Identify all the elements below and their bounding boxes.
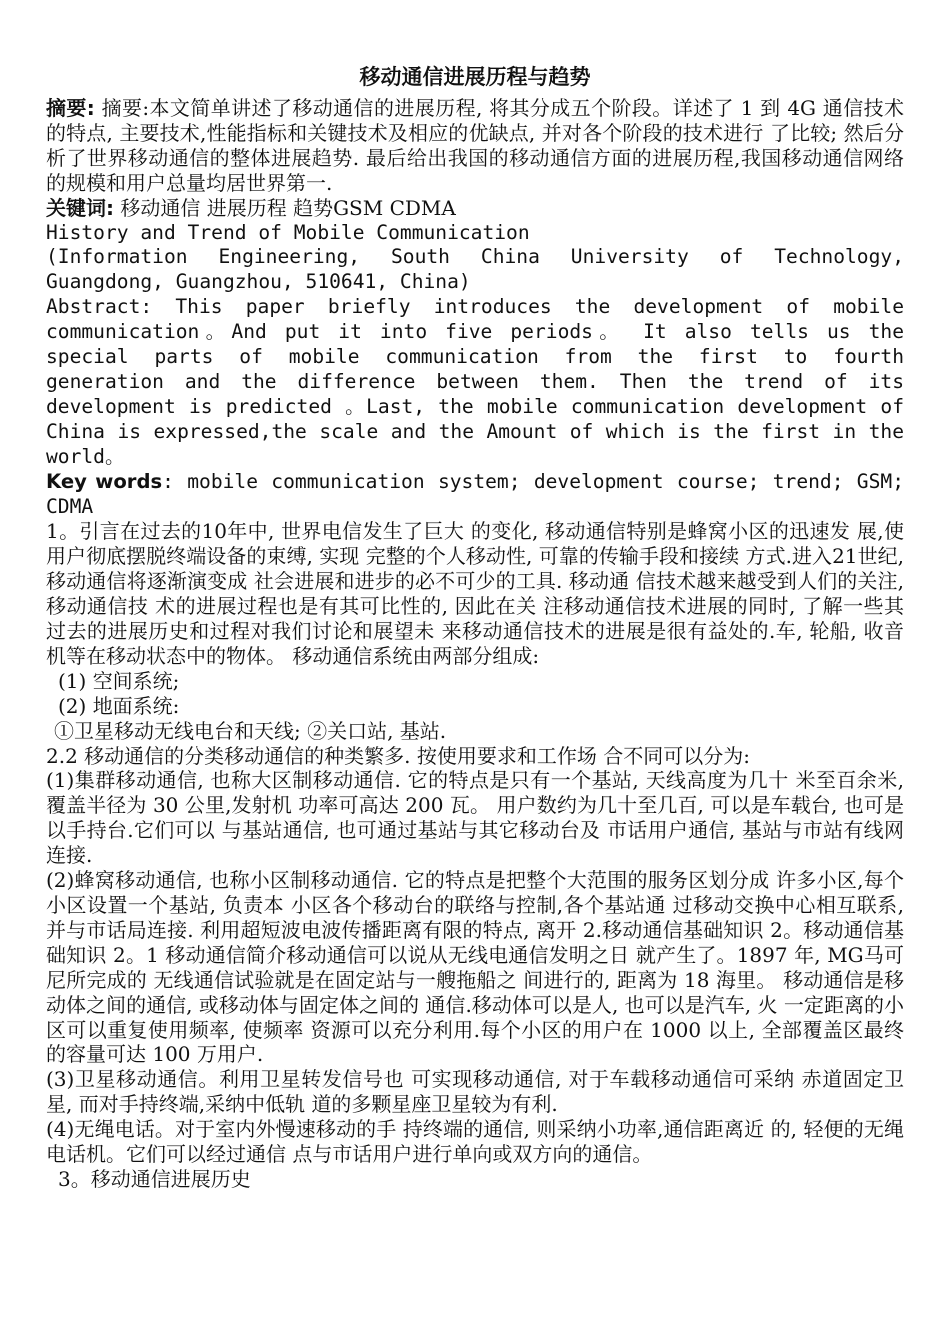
keywords-cn (46, 196, 904, 221)
english-abstract: Abstract: This paper briefly introduces the development of mobile communication。And put it into five periods。 It also tells us the special parts of mobile communication from the first to fourth generation and the difference between them. Then the trend of its development is predicted 。Last, the mobile communication development of China is expressed,the scale and the Amount of which is the first in the world。 (46, 295, 904, 468)
list-item-satellite-station: ①卫星移动无线电台和天线; ②关口站, 基站. (54, 718, 447, 743)
english-keywords-label: Key words (46, 469, 163, 493)
paragraph-trunked-mobile: (1)集群移动通信, 也称大区制移动通信. 它的特点是只有一个基站, 天线高度为几十 米至百余米, 覆盖半径为 30 公里,发射机 功率可高达 200 瓦。 用户数约为几十至几百, 可以是车载台, 也可是以手持台.它们可以 与基站通信, 也可通过基站与其它移动台及 市话用户通信, 基站与市站有线网连接. (46, 768, 904, 868)
section-3-heading: 3。移动通信进展历史 (58, 1166, 251, 1191)
list-item-ground-system: (2) 地面系统: (58, 693, 180, 718)
list-item-space-system: (1) 空间系统; (58, 668, 180, 693)
intro-paragraph: 1。引言在过去的10年中, 世界电信发生了巨大 的变化, 移动通信特别是蜂窝小区的迅速发 展,使用户彻底摆脱终端设备的束缚, 实现 完整的个人移动性, 可靠的传输手段和接续 方式.进入21世纪,移动通信将逐渐演变成 社会进展和进步的必不可少的工具. 移动通 信技术越来越受到人们的关注, 移动通信技 术的进展过程也是有其可比性的, 因此在关 注移动通信技术进展的同时, 了解一些其过去的进展历史和过程对我们讨论和展望未 来移动通信技术的进展是很有益处的.车, 轮船, 收音机等在移动状态中的物体。 移动通信系统由两部分组成: (46, 519, 904, 668)
english-keywords (46, 470, 904, 520)
abstract-cn-text: 摘要:本文简单讲述了移动通信的进展历程, 将其分成五个阶段。详述了 1 到 4G 通信技术的特点, 主要技术,性能指标和关键技术及相应的优缺点, 并对各个阶段的技术进行 了比较; 然后分析了世界移动通信的整体进展趋势. 最后给出我国的移动通信方面的进展历程,我国移动通信网络的规模和用户总量均居世界第一. (46, 96, 905, 195)
section-2-2-heading: 2.2 移动通信的分类移动通信的种类繁多. 按使用要求和工作场 合不同可以分为: (46, 743, 750, 768)
document-title: 移动通信进展历程与趋势 (359, 65, 591, 89)
keywords-cn-label: 关键词: (46, 195, 114, 220)
keywords-cn-text: 移动通信 进展历程 趋势GSM CDMA (114, 195, 456, 220)
paragraph-satellite-mobile: (3)卫星移动通信。利用卫星转发信号也 可实现移动通信, 对于车载移动通信可采纳 赤道固定卫星, 而对手持终端,采纳中低轨 道的多颗星座卫星较为有利. (46, 1067, 904, 1117)
english-keywords-text: : mobile communication system; development course; trend; GSM; CDMA (46, 469, 904, 518)
abstract-cn (46, 96, 904, 196)
abstract-cn-label: 摘要: (46, 96, 95, 120)
english-affiliation: (Information Engineering, South China University of Technology, Guangdong, Guangzhou, 510641, China) (46, 245, 904, 294)
paragraph-cellular-mobile: (2)蜂窝移动通信, 也称小区制移动通信. 它的特点是把整个大范围的服务区划分成 许多小区,每个小区设置一个基站, 负责本 小区各个移动台的联络与控制,各个基站通 过移动交换中心相互联系, 并与市话局连接. 利用超短波电波传播距离有限的特点, 离开 2.移动通信基础知识 2。移动通信基础知识 2。1 移动通信简介移动通信可以说从无线电通信发明之日 就产生了。1897 年, MG马可尼所完成的 无线通信试验就是在固定站与一艘拖船之 间进行的, 距离为 18 海里。 移动通信是移 动体之间的通信, 或移动体与固定体之间的 通信.移动体可以是人, 也可以是汽车, 火 一定距离的小区可以重复使用频率, 使频率 资源可以充分利用.每个小区的用户在 1000 以上, 全部覆盖区最终的容量可达 100 万用户. (46, 868, 904, 1067)
english-title: History and Trend of Mobile Communication (46, 220, 530, 244)
paragraph-cordless-phone: (4)无绳电话。对于室内外慢速移动的手 持终端的通信, 则采纳小功率,通信距离近 的, 轻便的无绳电话机。它们可以经过通信 点与市话用户进行单向或双方向的通信。 (46, 1117, 904, 1167)
document-page (46, 62, 904, 1192)
